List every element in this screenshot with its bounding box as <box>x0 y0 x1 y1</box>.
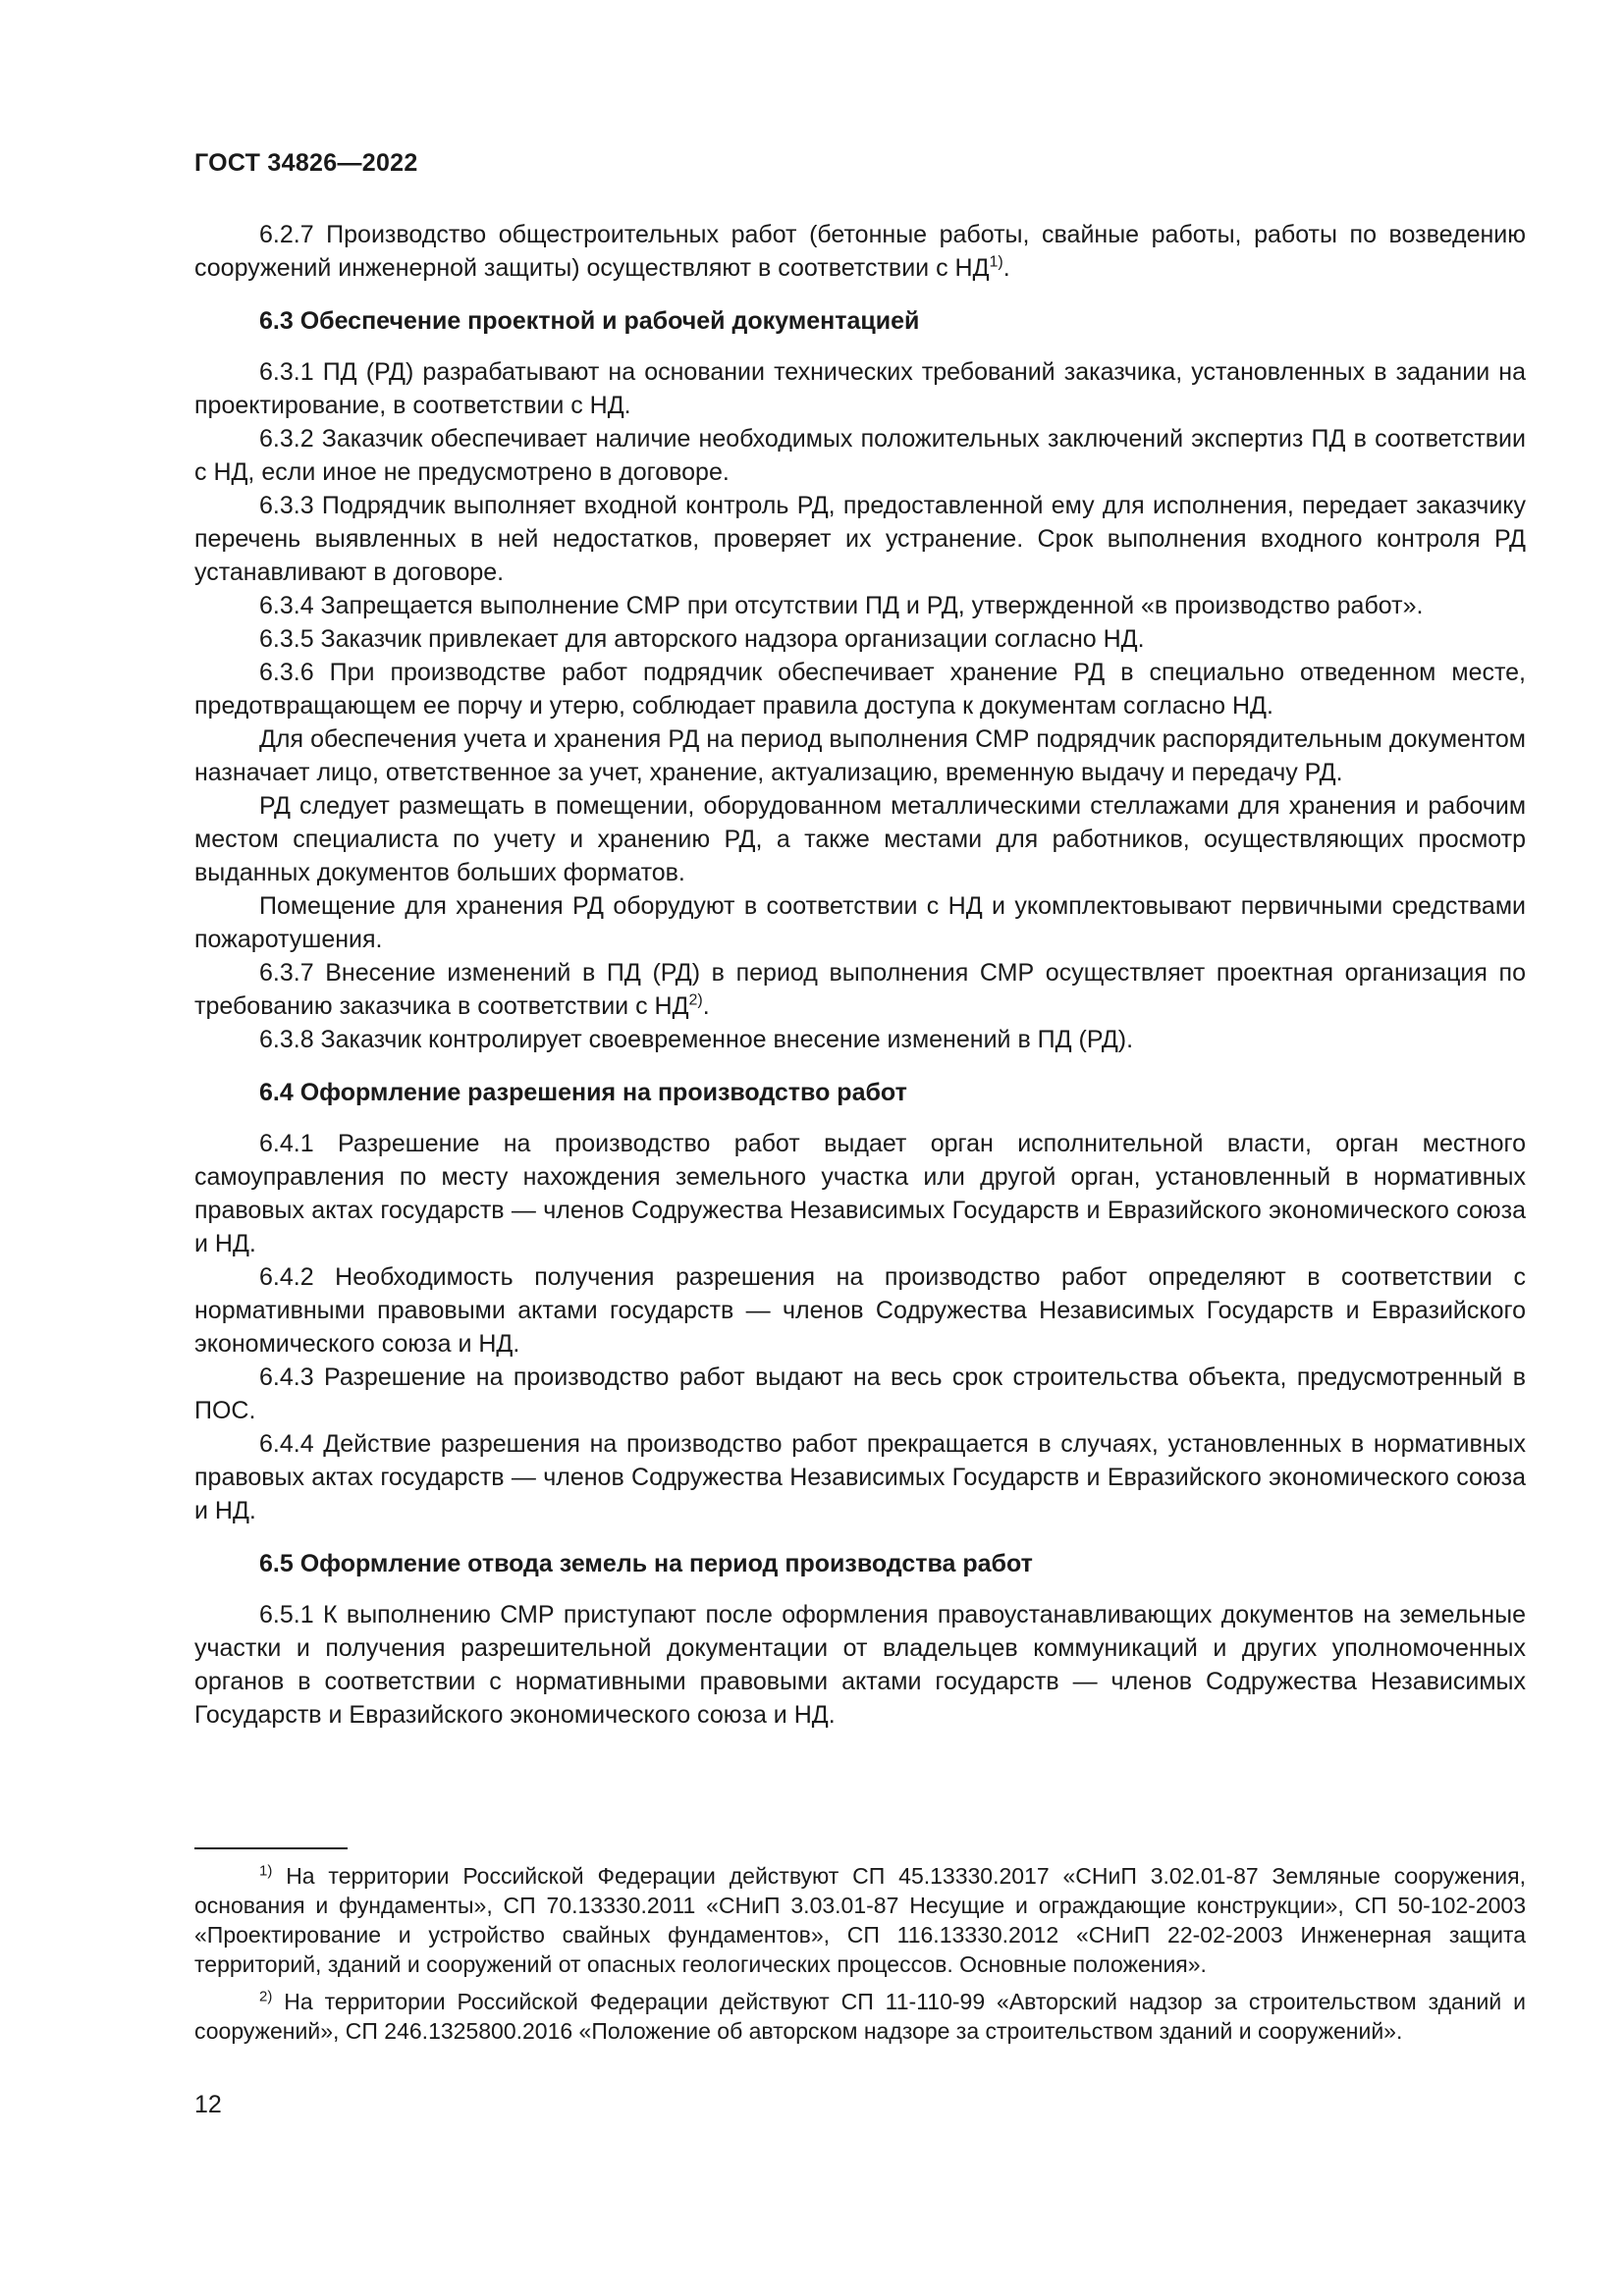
paragraph-6-3-6: 6.3.6 При производстве работ подрядчик обеспечивает хранение РД в специально отведенном месте, предотвращающем ее порчу и утерю, соблюдает правила доступа к документам согласно НД. <box>194 659 1526 720</box>
page-number: 12 <box>194 2091 222 2118</box>
document-body <box>194 218 1526 1732</box>
paragraph-6-4-2: 6.4.2 Необходимость получения разрешения на производство работ определяют в соответствии с нормативными правовыми актами государств — членов Содружества Независимых Государств и Евразийского экономического союза и НД. <box>194 1263 1526 1358</box>
section-heading-6-5: 6.5 Оформление отвода земель на период производства работ <box>259 1550 1033 1577</box>
paragraph-6-2-7: 6.2.7 Производство общестроительных работ (бетонные работы, свайные работы, работы по возведению сооружений инженерной защиты) осуществляют в соответствии с НД$^{1)}$. <box>194 221 1526 282</box>
paragraph-6-5-1: 6.5.1 К выполнению СМР приступают после оформления правоустанавливающих документов на земельные участки и получения разрешительной документации от владельцев коммуникаций и других уполномоченных органов в соответствии с нормативными правовыми актами государств — членов Содружества Независимых Государств и Евразийского экономического союза и НД. <box>194 1601 1526 1729</box>
paragraph-6-3-8: 6.3.8 Заказчик контролирует своевременное внесение изменений в ПД (РД). <box>259 1026 1134 1053</box>
paragraph-6-3-6-a: Для обеспечения учета и хранения РД на период выполнения СМР подрядчик распорядительным документом назначает лицо, ответственное за учет, хранение, актуализацию, временную выдачу и передачу РД. <box>194 725 1526 786</box>
document-header: ГОСТ 34826—2022 <box>194 149 418 177</box>
section-heading-6-4: 6.4 Оформление разрешения на производство работ <box>259 1079 907 1106</box>
paragraph-6-3-6-c: Помещение для хранения РД оборудуют в соответствии с НД и укомплектовывают первичными средствами пожаротушения. <box>194 892 1526 953</box>
section-heading-6-3: 6.3 Обеспечение проектной и рабочей документацией <box>259 307 920 335</box>
footnote-mark-2: 2) <box>259 1988 273 2005</box>
paragraph-6-3-3: 6.3.3 Подрядчик выполняет входной контроль РД, предоставленной ему для исполнения, передает заказчику перечень выявленных в ней недостатков, проверяет их устранение. Срок выполнения входного контроля РД устанавливают в договоре. <box>194 492 1526 586</box>
paragraph-6-3-5: 6.3.5 Заказчик привлекает для авторского надзора организации согласно НД. <box>259 625 1145 653</box>
footnotes <box>194 1847 1526 2054</box>
footnote-2: $^{2)}$ На территории Российской Федерации действуют СП 11-110-99 «Авторский надзор за строительством зданий и сооружений», СП 246.1325800.2016 «Положение об авторском надзоре за строительством зданий и сооружений». <box>194 1988 1526 2044</box>
paragraph-6-3-4: 6.3.4 Запрещается выполнение СМР при отсутствии ПД и РД, утвержденной «в производство работ». <box>259 592 1424 619</box>
paragraph-6-3-1: 6.3.1 ПД (РД) разрабатывают на основании технических требований заказчика, установленных в задании на проектирование, в соответствии с НД. <box>194 358 1526 419</box>
paragraph-6-4-1: 6.4.1 Разрешение на производство работ выдает орган исполнительной власти, орган местного самоуправления по месту нахождения земельного участка или другой орган, установленный в нормативных правовых актах государств — членов Содружества Независимых Государств и Евразийского экономического союза и НД. <box>194 1130 1526 1257</box>
footnote-divider <box>194 1847 348 1849</box>
paragraph-6-4-4: 6.4.4 Действие разрешения на производство работ прекращается в случаях, установленных в нормативных правовых актах государств — членов Содружества Независимых Государств и Евразийского экономического союза и НД. <box>194 1430 1526 1524</box>
footnote-mark-1: 1) <box>259 1862 273 1880</box>
paragraph-6-3-2: 6.3.2 Заказчик обеспечивает наличие необходимых положительных заключений экспертиз ПД в соответствии с НД, если иное не предусмотрено в договоре. <box>194 425 1526 486</box>
paragraph-6-4-3: 6.4.3 Разрешение на производство работ выдают на весь срок строительства объекта, предусмотренный в ПОС. <box>194 1363 1526 1424</box>
footnote-ref-2[interactable]: 2) <box>688 991 703 1009</box>
footnote-1: $^{1)}$ На территории Российской Федерации действуют СП 45.13330.2017 «СНиП 3.02.01-87 Земляные сооружения, основания и фундаменты», СП 70.13330.2011 «СНиП 3.03.01-87 Несущие и ограждающие конструкции», СП 50-102-2003 «Проектирование и устройство свайных фундаментов», СП 116.13330.2012 «СНиП 22-02-2003 Инженерная защита территорий, зданий и сооружений от опасных геологических процессов. Основные положения». <box>194 1862 1526 1977</box>
paragraph-6-3-6-b: РД следует размещать в помещении, оборудованном металлическими стеллажами для хранения и рабочим местом специалиста по учету и хранению РД, а также местами для работников, осуществляющих просмотр выданных документов больших форматов. <box>194 792 1526 886</box>
footnote-ref-1[interactable]: 1) <box>989 253 1003 271</box>
paragraph-6-3-7: 6.3.7 Внесение изменений в ПД (РД) в период выполнения СМР осуществляет проектная организация по требованию заказчика в соответствии с НД$^{2)}$. <box>194 959 1526 1020</box>
